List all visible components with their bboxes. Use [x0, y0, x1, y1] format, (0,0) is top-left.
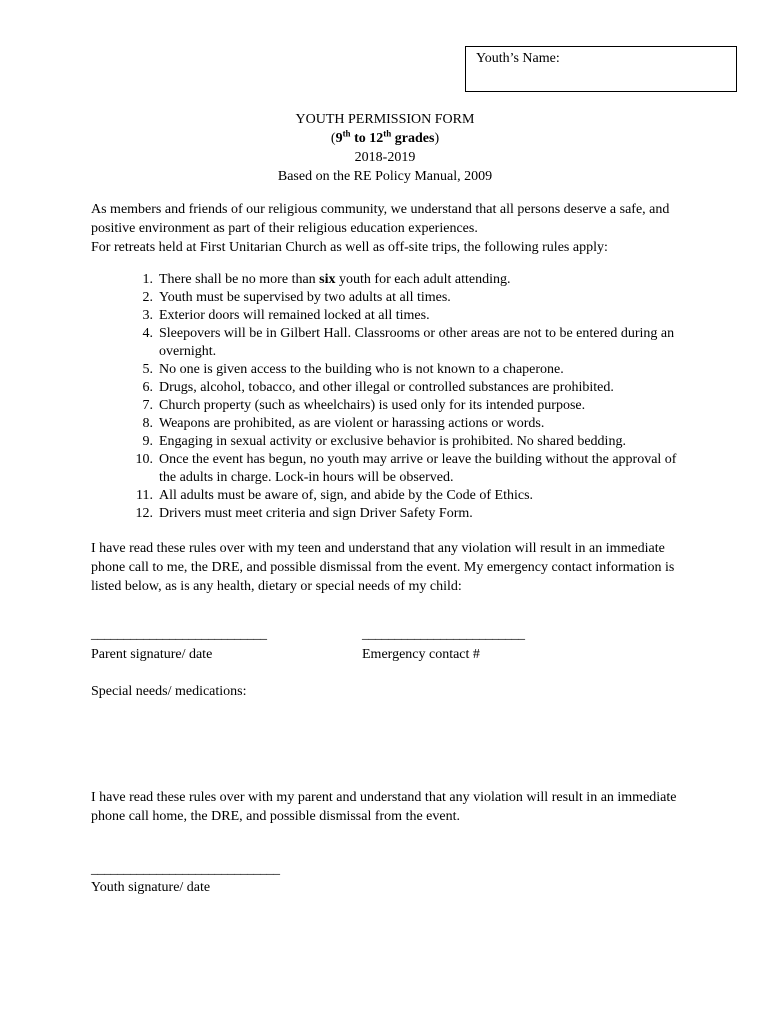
rule-text: No one is given access to the building who is not known to a chaperone. [159, 362, 564, 377]
rule-text: Church property (such as wheelchairs) is used only for its intended purpose. [159, 398, 586, 413]
rule-number: 9. [142, 434, 153, 449]
form-header [0, 110, 770, 186]
rule-text: Drugs, alcohol, tobacco, and other illegal or controlled substances are prohibited. [159, 380, 614, 395]
rule-item [125, 505, 685, 523]
rule-item [125, 379, 685, 397]
rule-text: Youth must be supervised by two adults at all times. [159, 290, 451, 305]
grades-to: to 12 [350, 131, 384, 146]
rule-text: All adults must be aware of, sign, and abide by the Code of Ethics. [159, 488, 534, 503]
grades-close: ) [434, 131, 440, 146]
rule-text: Engaging in sexual activity or exclusive behavior is prohibited. No shared bedding. [159, 434, 626, 449]
school-year: 2018-2019 [354, 150, 416, 165]
intro-text [91, 200, 691, 257]
youth-name-label: Youth’s Name: [476, 51, 560, 66]
rule-number: 2. [142, 290, 153, 305]
rule-number: 12. [135, 506, 153, 521]
rule-number: 6. [142, 380, 153, 395]
rule-emphasis: six [319, 272, 336, 287]
rule-item [125, 415, 685, 433]
rule-item [125, 325, 685, 361]
rule-item [125, 397, 685, 415]
rule-number: 4. [142, 326, 153, 341]
parent-signature-label: Parent signature/ date [91, 647, 213, 662]
rule-item [125, 289, 685, 307]
rule-text-continued: youth for each adult attending. [335, 272, 511, 287]
rule-text: Once the event has begun, no youth may arrive or leave the building without the approval of the adults in charge. Lock-in hours will be observed. [159, 452, 677, 485]
grades-from-sup: th [342, 128, 351, 139]
form-title: YOUTH PERMISSION FORM [295, 112, 475, 127]
rule-item [125, 271, 685, 289]
rules-list [125, 271, 685, 523]
intro-line-1: As members and friends of our religious community, we understand that all persons deserve a safe, and positive environment as part of their religious education experiences. [91, 202, 670, 236]
rule-item [125, 433, 685, 451]
rule-number: 5. [142, 362, 153, 377]
special-needs-label: Special needs/ medications: [91, 684, 247, 699]
parent-statement: I have read these rules over with my teen and understand that any violation will result in an immediate phone call to me, the DRE, and possible dismissal from the event. My emergency contact information is listed below, as is any health, dietary or special needs of my child: [91, 541, 675, 594]
rule-number: 8. [142, 416, 153, 431]
emergency-contact-label: Emergency contact # [362, 647, 480, 662]
rule-item [125, 451, 685, 487]
rule-text: Weapons are prohibited, as are violent or harassing actions or words. [159, 416, 545, 431]
rule-item [125, 361, 685, 379]
youth-name-field[interactable] [465, 46, 737, 92]
grades-line [0, 129, 770, 148]
rule-text: There shall be no more than [159, 272, 320, 287]
rule-text: Exterior doors will remained locked at all times. [159, 308, 430, 323]
grades-to-sup: th [383, 128, 392, 139]
grades-word: grades [391, 131, 435, 146]
rule-text: Drivers must meet criteria and sign Driver Safety Form. [159, 506, 473, 521]
rule-number: 7. [142, 398, 153, 413]
special-needs-area[interactable] [91, 706, 681, 776]
intro-line-2: For retreats held at First Unitarian Church as well as off-site trips, the following rules apply: [91, 240, 608, 255]
grades-open: ( [330, 131, 336, 146]
youth-signature-label: Youth signature/ date [91, 880, 211, 895]
rule-number: 10. [135, 452, 153, 467]
rule-text: Sleepovers will be in Gilbert Hall. Classrooms or other areas are not to be entered during an overnight. [159, 326, 675, 359]
rule-item [125, 307, 685, 325]
rule-item [125, 487, 685, 505]
policy-reference: Based on the RE Policy Manual, 2009 [277, 169, 493, 184]
rule-number: 1. [142, 272, 153, 287]
youth-signature-line[interactable]: _____________________________ [91, 862, 280, 877]
rule-number: 3. [142, 308, 153, 323]
rule-number: 11. [136, 488, 153, 503]
grades-from: 9 [335, 131, 343, 146]
youth-statement: I have read these rules over with my parent and understand that any violation will result in an immediate phone call home, the DRE, and possible dismissal from the event. [91, 790, 677, 824]
emergency-contact-line[interactable]: _________________________ [362, 627, 525, 642]
parent-signature-line[interactable]: ___________________________ [91, 627, 267, 642]
